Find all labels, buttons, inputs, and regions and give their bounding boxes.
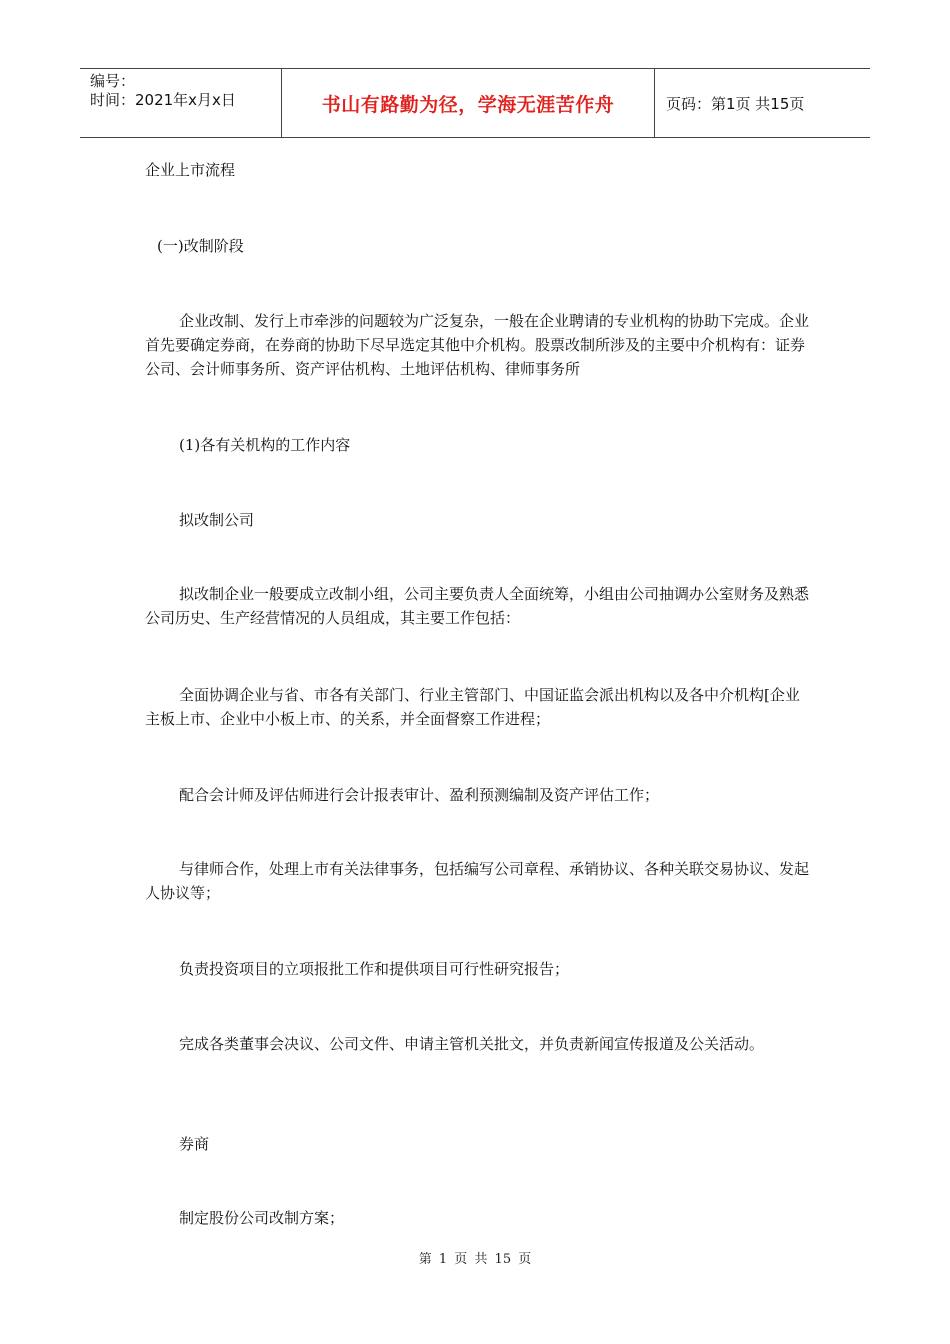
serial-number-label: 编号： [90,72,136,90]
header-page-cell [654,69,870,137]
duty-item-coordination: 全面协调企业与省、市各有关部门、行业主管部门、中国证监会派出机构以及各中介机构[企业主板上市、企业中小板上市、的关系，并全面督察工作进程； [145,686,800,728]
duty-item-legal: 与律师合作，处理上市有关法律事务，包括编写公司章程、承销协议、各种关联交易协议、发起人协议等； [145,860,810,902]
broker-heading: 券商 [179,1135,210,1153]
header-motto: 书山有路勤为径，学海无涯苦作舟 [321,93,615,116]
document-header [80,68,870,138]
subsection-heading: (1)各有关机构的工作内容 [179,436,351,454]
duty-item-investment: 负责投资项目的立项报批工作和提供项目可行性研究报告； [179,960,570,978]
company-heading: 拟改制公司 [179,511,255,529]
intro-paragraph: 企业改制、发行上市牵涉的问题较为广泛复杂，一般在企业聘请的专业机构的协助下完成。企业首先要确定券商，在券商的协助下尽早选定其他中介机构。股票改制所涉及的主要中介机构有：证券公司、会计师事务所、资产评估机构、土地评估机构、律师事务所 [145,312,810,378]
duty-item-audit: 配合会计师及评估师进行会计报表审计、盈利预测编制及资产评估工作； [179,786,660,804]
page-footer: 第 1 页 共 15 页 [418,1252,532,1267]
document-title: 企业上市流程 [145,161,236,179]
header-motto-cell [281,69,655,137]
company-description: 拟改制企业一般要成立改制小组，公司主要负责人全面统筹，小组由公司抽调办公室财务及熟悉公司历史、生产经营情况的人员组成，其主要工作包括： [145,585,810,627]
header-meta-cell [80,69,280,137]
broker-duty-item: 制定股份公司改制方案； [179,1209,345,1227]
duty-item-resolutions: 完成各类董事会决议、公司文件、申请主管机关批文，并负责新闻宣传报道及公关活动。 [179,1035,765,1053]
date-line: 时间：2021年x月x日 [90,91,236,109]
section-heading: (一)改制阶段 [157,237,244,255]
header-page-code: 页码：第1页 共15页 [666,94,805,113]
